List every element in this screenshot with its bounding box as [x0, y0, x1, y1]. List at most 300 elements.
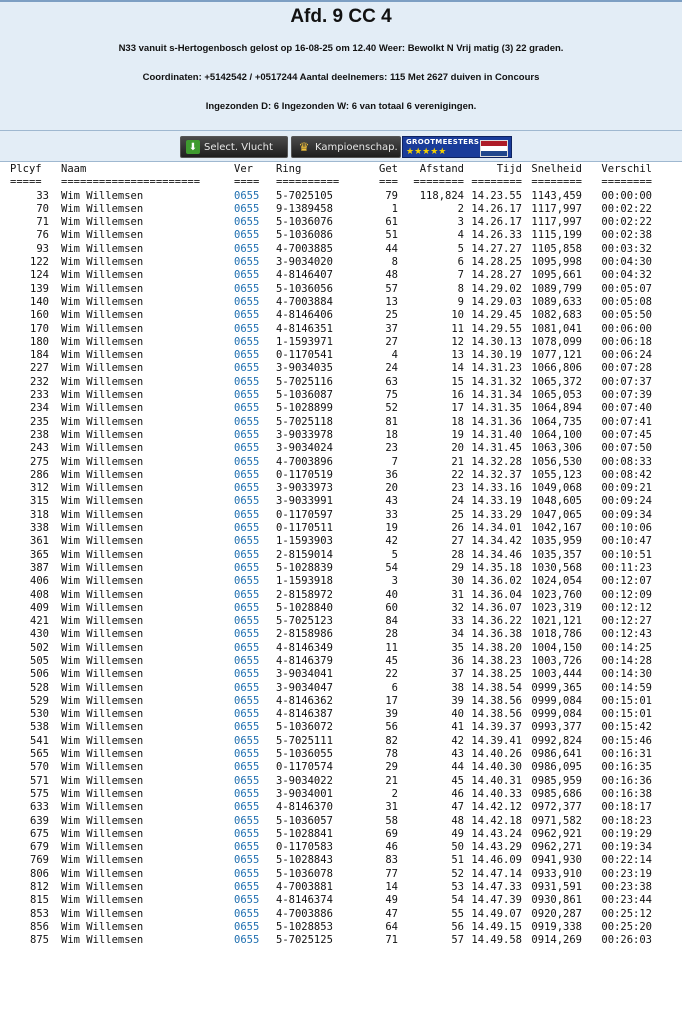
- cell-afstand: 49: [451, 827, 464, 840]
- cell-naam: Wim Willemsen: [61, 295, 144, 308]
- cell-ring: 5-1036076: [276, 216, 333, 229]
- cell-ring: 4-8146374: [276, 894, 333, 907]
- cell-ver[interactable]: 0655: [234, 748, 260, 761]
- cell-verschil: 00:07:37: [601, 375, 652, 388]
- table-row: [4, 229, 652, 242]
- cell-tijd: 14.38.23: [471, 654, 522, 667]
- cell-verschil: 00:10:47: [601, 535, 652, 548]
- cell-ver[interactable]: 0655: [234, 242, 260, 255]
- cell-naam: Wim Willemsen: [61, 242, 144, 255]
- cell-ring: 0-1170541: [276, 349, 333, 362]
- cell-tijd: 14.40.33: [471, 787, 522, 800]
- cell-tijd: 14.43.29: [471, 841, 522, 854]
- cell-plcyf: 675: [30, 827, 49, 840]
- cell-ring: 5-7025123: [276, 615, 333, 628]
- cell-afstand: 26: [451, 522, 464, 535]
- cell-get: 71: [385, 934, 398, 947]
- cell-tijd: 14.43.24: [471, 827, 522, 840]
- cell-ver[interactable]: 0655: [234, 508, 260, 521]
- cell-ver[interactable]: 0655: [234, 787, 260, 800]
- cell-afstand: 39: [451, 694, 464, 707]
- cell-snelheid: 1004,150: [531, 641, 582, 654]
- cell-verschil: 00:15:01: [601, 694, 652, 707]
- cell-plcyf: 76: [36, 229, 49, 242]
- cell-naam: Wim Willemsen: [61, 575, 144, 588]
- cell-tijd: 14.47.39: [471, 894, 522, 907]
- cell-ver[interactable]: 0655: [234, 615, 260, 628]
- cell-tijd: 14.31.34: [471, 389, 522, 402]
- cell-plcyf: 565: [30, 748, 49, 761]
- cell-snelheid: 0971,582: [531, 814, 582, 827]
- cell-ring: 3-9033978: [276, 428, 333, 441]
- cell-plcyf: 315: [30, 495, 49, 508]
- cell-verschil: 00:16:31: [601, 748, 652, 761]
- cell-get: 83: [385, 854, 398, 867]
- cell-ring: 0-1170583: [276, 841, 333, 854]
- table-row: [4, 296, 652, 309]
- col-tijd: Tijd: [496, 163, 522, 175]
- cell-get: 56: [385, 721, 398, 734]
- underline: ========: [601, 176, 652, 189]
- cell-ring: 2-8158972: [276, 588, 333, 601]
- cell-afstand: 33: [451, 615, 464, 628]
- cell-verschil: 00:06:24: [601, 349, 652, 362]
- cell-verschil: 00:23:38: [601, 881, 652, 894]
- table-row: [4, 336, 652, 349]
- table-row: [4, 535, 652, 548]
- cell-ring: 4-8146407: [276, 269, 333, 282]
- cell-naam: Wim Willemsen: [61, 415, 144, 428]
- cell-ver[interactable]: 0655: [234, 654, 260, 667]
- cell-afstand: 54: [451, 894, 464, 907]
- cell-ring: 3-9034035: [276, 362, 333, 375]
- cell-tijd: 14.28.25: [471, 256, 522, 269]
- cell-ver[interactable]: 0655: [234, 761, 260, 774]
- cell-naam: Wim Willemsen: [61, 335, 144, 348]
- cell-plcyf: 528: [30, 681, 49, 694]
- cell-ver[interactable]: 0655: [234, 561, 260, 574]
- cell-ver[interactable]: 0655: [234, 455, 260, 468]
- cell-get: 43: [385, 495, 398, 508]
- cell-ver[interactable]: 0655: [234, 774, 260, 787]
- cell-tijd: 14.27.27: [471, 242, 522, 255]
- cell-tijd: 14.26.17: [471, 202, 522, 215]
- cell-naam: Wim Willemsen: [61, 402, 144, 415]
- cell-verschil: 00:09:34: [601, 508, 652, 521]
- cell-get: 51: [385, 229, 398, 242]
- cell-get: 13: [385, 295, 398, 308]
- cell-naam: Wim Willemsen: [61, 535, 144, 548]
- cell-snelheid: 1095,661: [531, 269, 582, 282]
- cell-afstand: 23: [451, 482, 464, 495]
- cell-verschil: 00:07:45: [601, 428, 652, 441]
- cell-ring: 4-8146370: [276, 801, 333, 814]
- table-row: [4, 655, 652, 668]
- cell-plcyf: 243: [30, 442, 49, 455]
- underline: ========: [531, 176, 582, 189]
- cell-tijd: 14.29.02: [471, 282, 522, 295]
- cell-plcyf: 318: [30, 508, 49, 521]
- cell-get: 48: [385, 269, 398, 282]
- cell-plcyf: 184: [30, 349, 49, 362]
- cell-verschil: 00:05:50: [601, 309, 652, 322]
- cell-tijd: 14.26.17: [471, 216, 522, 229]
- cell-tijd: 14.47.14: [471, 867, 522, 880]
- cell-tijd: 14.38.20: [471, 641, 522, 654]
- col-naam: Naam: [61, 163, 87, 175]
- cell-plcyf: 853: [30, 907, 49, 920]
- cell-ring: 5-1036072: [276, 721, 333, 734]
- cell-plcyf: 232: [30, 375, 49, 388]
- cell-ring: 4-8146362: [276, 694, 333, 707]
- cell-ring: 1-1593971: [276, 335, 333, 348]
- cell-verschil: 00:12:43: [601, 628, 652, 641]
- cell-ring: 5-1036078: [276, 867, 333, 880]
- cell-plcyf: 769: [30, 854, 49, 867]
- cell-ver[interactable]: 0655: [234, 229, 260, 242]
- cell-ring: 5-1028843: [276, 854, 333, 867]
- cell-plcyf: 286: [30, 468, 49, 481]
- cell-tijd: 14.34.46: [471, 548, 522, 561]
- cell-verschil: 00:16:35: [601, 761, 652, 774]
- cell-ver[interactable]: 0655: [234, 801, 260, 814]
- cell-get: 18: [385, 428, 398, 441]
- cell-ver[interactable]: 0655: [234, 482, 260, 495]
- cell-get: 46: [385, 841, 398, 854]
- dutch-flag-icon: [480, 140, 508, 157]
- cell-ver[interactable]: 0655: [234, 375, 260, 388]
- cell-ring: 5-1036087: [276, 389, 333, 402]
- cell-tijd: 14.36.38: [471, 628, 522, 641]
- cell-naam: Wim Willemsen: [61, 787, 144, 800]
- cell-afstand: 19: [451, 428, 464, 441]
- cell-ver[interactable]: 0655: [234, 269, 260, 282]
- cell-ver[interactable]: 0655: [234, 335, 260, 348]
- cell-snelheid: 0999,084: [531, 708, 582, 721]
- cell-get: 47: [385, 907, 398, 920]
- cell-ring: 5-1036057: [276, 814, 333, 827]
- cell-naam: Wim Willemsen: [61, 349, 144, 362]
- cell-tijd: 14.30.19: [471, 349, 522, 362]
- cell-ver[interactable]: 0655: [234, 389, 260, 402]
- cell-snelheid: 0931,591: [531, 881, 582, 894]
- cell-ring: 0-1170511: [276, 522, 333, 535]
- cell-ver[interactable]: 0655: [234, 415, 260, 428]
- cell-afstand: 35: [451, 641, 464, 654]
- cell-ver[interactable]: 0655: [234, 734, 260, 747]
- cell-ver[interactable]: 0655: [234, 402, 260, 415]
- cell-verschil: 00:14:28: [601, 654, 652, 667]
- cell-ver[interactable]: 0655: [234, 309, 260, 322]
- cell-ver[interactable]: 0655: [234, 362, 260, 375]
- cell-snelheid: 1143,459: [531, 189, 582, 202]
- cell-snelheid: 1089,633: [531, 295, 582, 308]
- cell-plcyf: 812: [30, 881, 49, 894]
- cell-afstand: 12: [451, 335, 464, 348]
- cell-plcyf: 875: [30, 934, 49, 947]
- cell-verschil: 00:09:21: [601, 482, 652, 495]
- cell-verschil: 00:06:00: [601, 322, 652, 335]
- cell-ver[interactable]: 0655: [234, 322, 260, 335]
- cell-ver[interactable]: 0655: [234, 295, 260, 308]
- cell-ver[interactable]: 0655: [234, 827, 260, 840]
- cell-plcyf: 235: [30, 415, 49, 428]
- col-plcyf: Plcyf: [10, 163, 42, 175]
- cell-tijd: 14.46.09: [471, 854, 522, 867]
- cell-verschil: 00:19:29: [601, 827, 652, 840]
- cell-ver[interactable]: 0655: [234, 442, 260, 455]
- cell-verschil: 00:18:23: [601, 814, 652, 827]
- cell-afstand: 52: [451, 867, 464, 880]
- cell-snelheid: 0962,271: [531, 841, 582, 854]
- cell-get: 61: [385, 216, 398, 229]
- cell-ring: 3-9034041: [276, 668, 333, 681]
- cell-plcyf: 70: [36, 202, 49, 215]
- cell-plcyf: 571: [30, 774, 49, 787]
- cell-afstand: 5: [457, 242, 464, 255]
- cell-ver[interactable]: 0655: [234, 708, 260, 721]
- cell-verschil: 00:07:39: [601, 389, 652, 402]
- table-row: [4, 203, 652, 216]
- cell-afstand: 22: [451, 468, 464, 481]
- cell-naam: Wim Willemsen: [61, 309, 144, 322]
- cell-plcyf: 234: [30, 402, 49, 415]
- cell-tijd: 14.38.56: [471, 708, 522, 721]
- cell-naam: Wim Willemsen: [61, 442, 144, 455]
- table-row: [4, 721, 652, 734]
- table-row: [4, 748, 652, 761]
- cell-ver[interactable]: 0655: [234, 189, 260, 202]
- cell-verschil: 00:03:32: [601, 242, 652, 255]
- cell-verschil: 00:26:03: [601, 934, 652, 947]
- cell-ver[interactable]: 0655: [234, 495, 260, 508]
- cell-tijd: 14.23.55: [471, 189, 522, 202]
- cell-snelheid: 1064,735: [531, 415, 582, 428]
- cell-ver[interactable]: 0655: [234, 575, 260, 588]
- cell-ring: 4-8146406: [276, 309, 333, 322]
- cell-naam: Wim Willemsen: [61, 189, 144, 202]
- table-row: [4, 402, 652, 415]
- cell-plcyf: 170: [30, 322, 49, 335]
- cell-verschil: 00:05:08: [601, 295, 652, 308]
- cell-naam: Wim Willemsen: [61, 734, 144, 747]
- cell-ver[interactable]: 0655: [234, 256, 260, 269]
- cell-afstand: 57: [451, 934, 464, 947]
- cell-snelheid: 1024,054: [531, 575, 582, 588]
- cell-plcyf: 124: [30, 269, 49, 282]
- cell-get: 40: [385, 588, 398, 601]
- cell-afstand: 43: [451, 748, 464, 761]
- cell-ver[interactable]: 0655: [234, 668, 260, 681]
- cell-get: 31: [385, 801, 398, 814]
- cell-afstand: 20: [451, 442, 464, 455]
- cell-get: 27: [385, 335, 398, 348]
- cell-ring: 3-9034024: [276, 442, 333, 455]
- cell-afstand: 28: [451, 548, 464, 561]
- cell-ring: 5-7025118: [276, 415, 333, 428]
- cell-tijd: 14.36.07: [471, 601, 522, 614]
- cell-naam: Wim Willemsen: [61, 721, 144, 734]
- cell-snelheid: 1021,121: [531, 615, 582, 628]
- cell-get: 37: [385, 322, 398, 335]
- cell-afstand: 25: [451, 508, 464, 521]
- cell-tijd: 14.34.01: [471, 522, 522, 535]
- cell-get: 3: [391, 575, 398, 588]
- table-row: [4, 934, 652, 947]
- cell-afstand: 9: [457, 295, 464, 308]
- entries-info: Ingezonden D: 6 Ingezonden W: 6 van totaal 6 verenigingen.: [205, 101, 477, 112]
- cell-ver[interactable]: 0655: [234, 468, 260, 481]
- cell-naam: Wim Willemsen: [61, 202, 144, 215]
- cell-ver[interactable]: 0655: [234, 854, 260, 867]
- cell-plcyf: 227: [30, 362, 49, 375]
- cell-ver[interactable]: 0655: [234, 934, 260, 947]
- cell-plcyf: 408: [30, 588, 49, 601]
- cell-plcyf: 275: [30, 455, 49, 468]
- cell-plcyf: 815: [30, 894, 49, 907]
- cell-ver[interactable]: 0655: [234, 641, 260, 654]
- page-title: Afd. 9 CC 4: [290, 6, 392, 27]
- cell-ver[interactable]: 0655: [234, 588, 260, 601]
- cell-afstand: 32: [451, 601, 464, 614]
- cell-ver[interactable]: 0655: [234, 628, 260, 641]
- cell-ver[interactable]: 0655: [234, 428, 260, 441]
- cell-plcyf: 639: [30, 814, 49, 827]
- cell-verschil: 00:18:17: [601, 801, 652, 814]
- col-snelheid: Snelheid: [531, 163, 582, 175]
- cell-verschil: 00:10:51: [601, 548, 652, 561]
- cell-ring: 4-8146351: [276, 322, 333, 335]
- cell-tijd: 14.36.02: [471, 575, 522, 588]
- cell-plcyf: 421: [30, 615, 49, 628]
- underline: =====: [10, 176, 42, 189]
- cell-ver[interactable]: 0655: [234, 694, 260, 707]
- cell-ring: 4-7003896: [276, 455, 333, 468]
- cell-afstand: 46: [451, 787, 464, 800]
- cell-ring: 5-1028853: [276, 920, 333, 933]
- grootmeesters-button[interactable]: [402, 136, 512, 158]
- cell-ring: 4-7003885: [276, 242, 333, 255]
- cell-verschil: 00:15:01: [601, 708, 652, 721]
- cell-ver[interactable]: 0655: [234, 535, 260, 548]
- cell-naam: Wim Willemsen: [61, 694, 144, 707]
- cell-snelheid: 1064,100: [531, 428, 582, 441]
- cell-ver[interactable]: 0655: [234, 920, 260, 933]
- cell-ver[interactable]: 0655: [234, 867, 260, 880]
- cell-ring: 5-1028899: [276, 402, 333, 415]
- cell-ver[interactable]: 0655: [234, 216, 260, 229]
- cell-plcyf: 122: [30, 256, 49, 269]
- cell-plcyf: 33: [36, 189, 49, 202]
- grootmeesters-label: GROOTMEESTERS: [406, 138, 480, 146]
- table-row: [4, 522, 652, 535]
- cell-plcyf: 409: [30, 601, 49, 614]
- cell-ver[interactable]: 0655: [234, 721, 260, 734]
- cell-ver[interactable]: 0655: [234, 202, 260, 215]
- cell-tijd: 14.31.36: [471, 415, 522, 428]
- cell-afstand: 17: [451, 402, 464, 415]
- cell-plcyf: 505: [30, 654, 49, 667]
- cell-snelheid: 0933,910: [531, 867, 582, 880]
- cell-naam: Wim Willemsen: [61, 508, 144, 521]
- cell-get: 24: [385, 362, 398, 375]
- cell-plcyf: 633: [30, 801, 49, 814]
- cell-naam: Wim Willemsen: [61, 282, 144, 295]
- crown-icon: ♛: [298, 140, 310, 154]
- table-row: [4, 921, 652, 934]
- cell-plcyf: 238: [30, 428, 49, 441]
- cell-snelheid: 1089,799: [531, 282, 582, 295]
- cell-get: 78: [385, 748, 398, 761]
- cell-tijd: 14.26.33: [471, 229, 522, 242]
- cell-verschil: 00:25:12: [601, 907, 652, 920]
- cell-get: 25: [385, 309, 398, 322]
- cell-snelheid: 0920,287: [531, 907, 582, 920]
- underline: ==========: [276, 176, 340, 189]
- cell-get: 5: [391, 548, 398, 561]
- cell-get: 8: [391, 256, 398, 269]
- cell-plcyf: 365: [30, 548, 49, 561]
- select-flight-button[interactable]: [180, 136, 288, 158]
- table-row: [4, 389, 652, 402]
- cell-ver[interactable]: 0655: [234, 907, 260, 920]
- cell-verschil: 00:15:46: [601, 734, 652, 747]
- cell-verschil: 00:07:28: [601, 362, 652, 375]
- cell-snelheid: 1117,997: [531, 202, 582, 215]
- cell-get: 19: [385, 522, 398, 535]
- cell-verschil: 00:02:22: [601, 216, 652, 229]
- cell-naam: Wim Willemsen: [61, 229, 144, 242]
- cell-naam: Wim Willemsen: [61, 668, 144, 681]
- cell-ver[interactable]: 0655: [234, 282, 260, 295]
- cell-ver[interactable]: 0655: [234, 814, 260, 827]
- table-row: [4, 495, 652, 508]
- cell-naam: Wim Willemsen: [61, 867, 144, 880]
- cell-get: 84: [385, 615, 398, 628]
- cell-verschil: 00:16:36: [601, 774, 652, 787]
- cell-afstand: 55: [451, 907, 464, 920]
- cell-afstand: 10: [451, 309, 464, 322]
- table-row: [4, 376, 652, 389]
- table-row: [4, 456, 652, 469]
- cell-ver[interactable]: 0655: [234, 522, 260, 535]
- cell-plcyf: 530: [30, 708, 49, 721]
- cell-ring: 3-9034047: [276, 681, 333, 694]
- cell-ring: 5-1028841: [276, 827, 333, 840]
- cell-snelheid: 1082,683: [531, 309, 582, 322]
- cell-snelheid: 1018,786: [531, 628, 582, 641]
- cell-snelheid: 1055,123: [531, 468, 582, 481]
- championship-button[interactable]: [291, 136, 401, 158]
- cell-tijd: 14.38.25: [471, 668, 522, 681]
- underline: ========: [471, 176, 522, 189]
- cell-tijd: 14.40.30: [471, 761, 522, 774]
- cell-naam: Wim Willemsen: [61, 482, 144, 495]
- cell-ver[interactable]: 0655: [234, 601, 260, 614]
- cell-ver[interactable]: 0655: [234, 841, 260, 854]
- table-row: [4, 628, 652, 641]
- cell-ver[interactable]: 0655: [234, 548, 260, 561]
- cell-ver[interactable]: 0655: [234, 881, 260, 894]
- cell-ring: 5-1028840: [276, 601, 333, 614]
- cell-ver[interactable]: 0655: [234, 681, 260, 694]
- cell-ring: 4-7003886: [276, 907, 333, 920]
- cell-plcyf: 856: [30, 920, 49, 933]
- cell-get: 63: [385, 375, 398, 388]
- cell-ver[interactable]: 0655: [234, 894, 260, 907]
- table-header-row: [4, 163, 652, 176]
- cell-ver[interactable]: 0655: [234, 349, 260, 362]
